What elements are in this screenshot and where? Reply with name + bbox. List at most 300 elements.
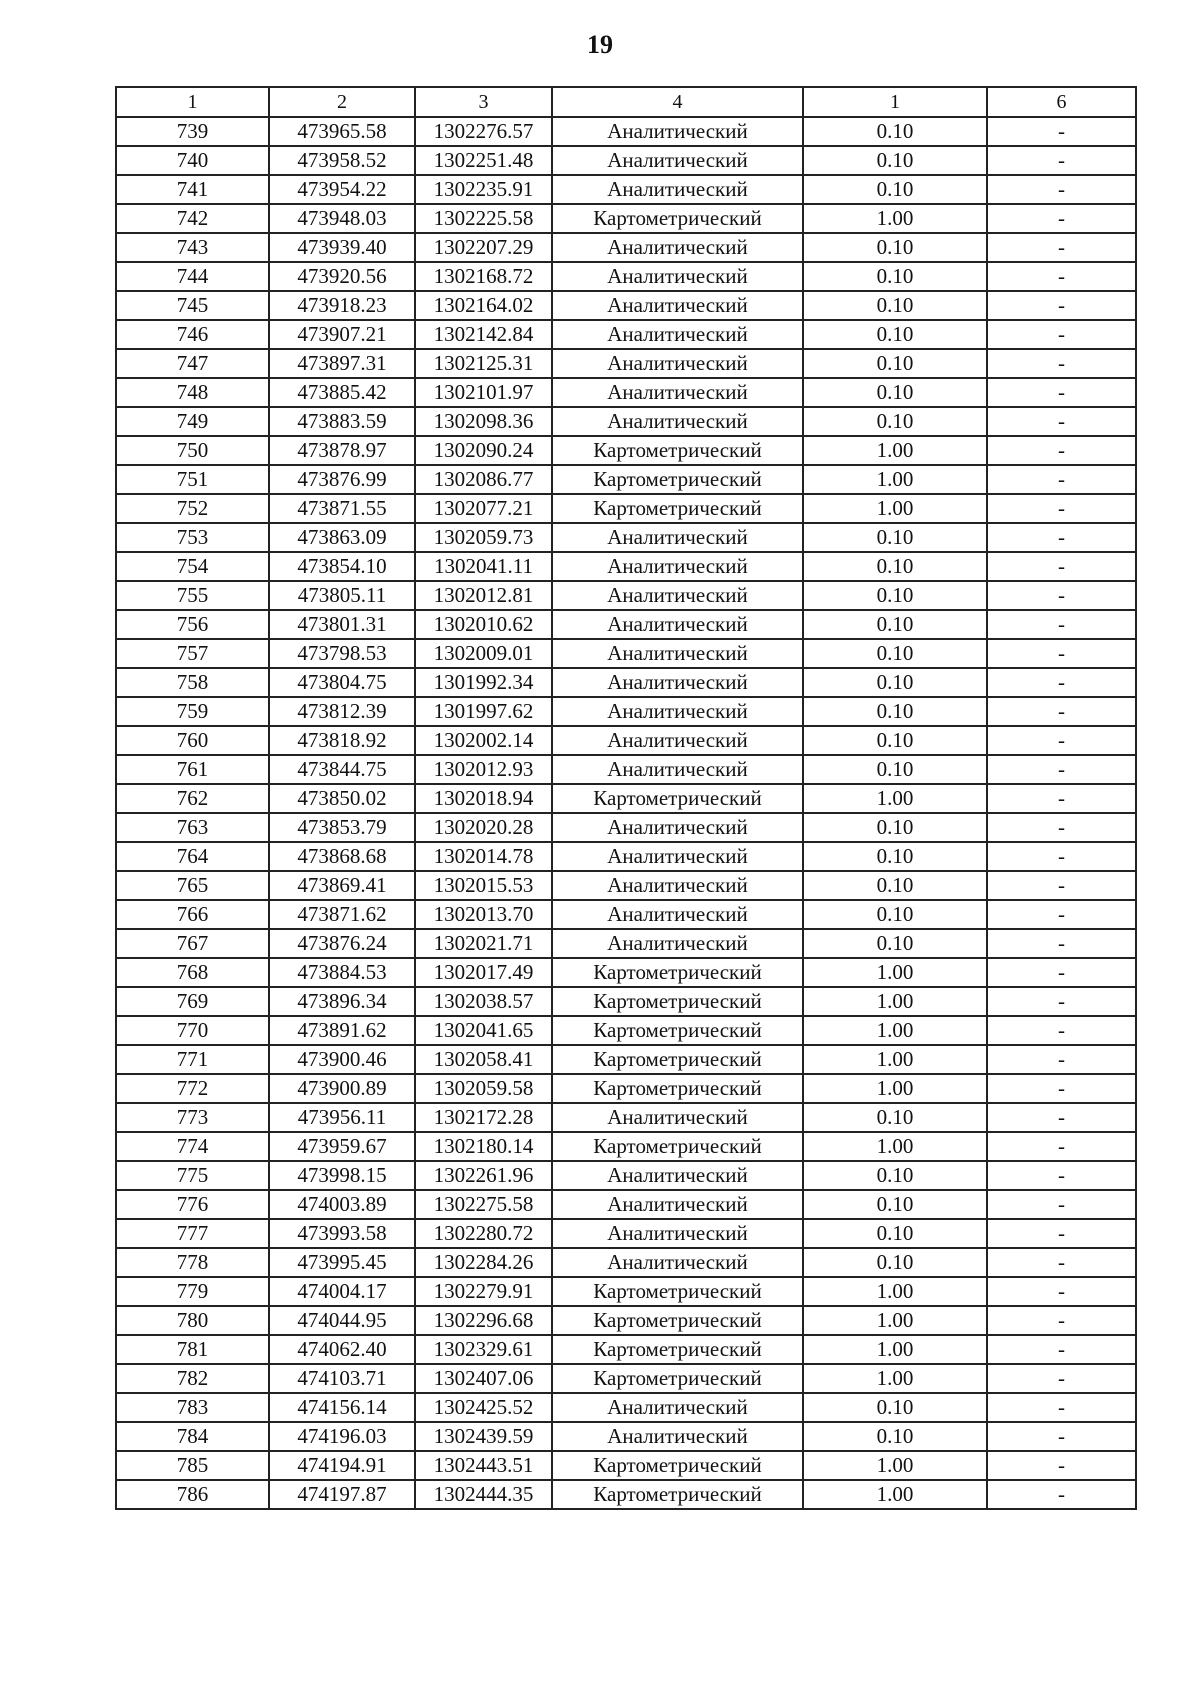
x-coordinate-cell: 473907.21 (269, 320, 415, 349)
point-number-cell: 759 (116, 697, 269, 726)
point-number-cell: 754 (116, 552, 269, 581)
x-coordinate-cell: 474197.87 (269, 1480, 415, 1509)
accuracy-cell: 1.00 (803, 1451, 987, 1480)
table-row (116, 494, 1136, 523)
x-coordinate-cell: 473883.59 (269, 407, 415, 436)
description-cell: - (987, 1480, 1136, 1509)
y-coordinate-cell: 1302090.24 (415, 436, 552, 465)
point-number-cell: 775 (116, 1161, 269, 1190)
accuracy-cell: 0.10 (803, 407, 987, 436)
accuracy-cell: 0.10 (803, 581, 987, 610)
point-number-cell: 763 (116, 813, 269, 842)
x-coordinate-cell: 473804.75 (269, 668, 415, 697)
x-coordinate-cell: 473993.58 (269, 1219, 415, 1248)
description-cell: - (987, 813, 1136, 842)
method-cell: Картометрический (552, 1480, 803, 1509)
table-row (116, 1335, 1136, 1364)
y-coordinate-cell: 1302180.14 (415, 1132, 552, 1161)
point-number-cell: 757 (116, 639, 269, 668)
description-cell: - (987, 1074, 1136, 1103)
method-cell: Картометрический (552, 204, 803, 233)
x-coordinate-cell: 473884.53 (269, 958, 415, 987)
table-row (116, 1132, 1136, 1161)
method-cell: Картометрический (552, 494, 803, 523)
method-cell: Картометрический (552, 1364, 803, 1393)
table-row (116, 523, 1136, 552)
method-cell: Аналитический (552, 1393, 803, 1422)
description-cell: - (987, 755, 1136, 784)
x-coordinate-cell: 474004.17 (269, 1277, 415, 1306)
method-cell: Аналитический (552, 1161, 803, 1190)
method-cell: Аналитический (552, 146, 803, 175)
method-cell: Аналитический (552, 1219, 803, 1248)
x-coordinate-cell: 473812.39 (269, 697, 415, 726)
y-coordinate-cell: 1302101.97 (415, 378, 552, 407)
header-cell-col5: 1 (803, 87, 987, 117)
accuracy-cell: 0.10 (803, 291, 987, 320)
accuracy-cell: 1.00 (803, 1016, 987, 1045)
table-row (116, 1016, 1136, 1045)
x-coordinate-cell: 473900.46 (269, 1045, 415, 1074)
point-number-cell: 748 (116, 378, 269, 407)
table-row (116, 1306, 1136, 1335)
accuracy-cell: 0.10 (803, 523, 987, 552)
method-cell: Аналитический (552, 929, 803, 958)
x-coordinate-cell: 473801.31 (269, 610, 415, 639)
accuracy-cell: 0.10 (803, 900, 987, 929)
description-cell: - (987, 465, 1136, 494)
y-coordinate-cell: 1302018.94 (415, 784, 552, 813)
accuracy-cell: 1.00 (803, 1132, 987, 1161)
description-cell: - (987, 378, 1136, 407)
x-coordinate-cell: 473863.09 (269, 523, 415, 552)
x-coordinate-cell: 473995.45 (269, 1248, 415, 1277)
method-cell: Аналитический (552, 552, 803, 581)
method-cell: Картометрический (552, 784, 803, 813)
y-coordinate-cell: 1301992.34 (415, 668, 552, 697)
x-coordinate-cell: 473956.11 (269, 1103, 415, 1132)
table-row (116, 1393, 1136, 1422)
method-cell: Аналитический (552, 581, 803, 610)
accuracy-cell: 0.10 (803, 1393, 987, 1422)
method-cell: Аналитический (552, 233, 803, 262)
accuracy-cell: 0.10 (803, 755, 987, 784)
table-row (116, 552, 1136, 581)
method-cell: Картометрический (552, 436, 803, 465)
description-cell: - (987, 1045, 1136, 1074)
table-row (116, 1277, 1136, 1306)
x-coordinate-cell: 473850.02 (269, 784, 415, 813)
x-coordinate-cell: 473900.89 (269, 1074, 415, 1103)
point-number-cell: 781 (116, 1335, 269, 1364)
x-coordinate-cell: 473920.56 (269, 262, 415, 291)
x-coordinate-cell: 474044.95 (269, 1306, 415, 1335)
x-coordinate-cell: 473868.68 (269, 842, 415, 871)
point-number-cell: 755 (116, 581, 269, 610)
y-coordinate-cell: 1302038.57 (415, 987, 552, 1016)
table-row (116, 233, 1136, 262)
x-coordinate-cell: 473818.92 (269, 726, 415, 755)
accuracy-cell: 0.10 (803, 1422, 987, 1451)
description-cell: - (987, 842, 1136, 871)
point-number-cell: 771 (116, 1045, 269, 1074)
point-number-cell: 779 (116, 1277, 269, 1306)
accuracy-cell: 1.00 (803, 784, 987, 813)
x-coordinate-cell: 473897.31 (269, 349, 415, 378)
y-coordinate-cell: 1301997.62 (415, 697, 552, 726)
y-coordinate-cell: 1302014.78 (415, 842, 552, 871)
description-cell: - (987, 1393, 1136, 1422)
point-number-cell: 753 (116, 523, 269, 552)
y-coordinate-cell: 1302142.84 (415, 320, 552, 349)
y-coordinate-cell: 1302013.70 (415, 900, 552, 929)
method-cell: Аналитический (552, 871, 803, 900)
point-number-cell: 773 (116, 1103, 269, 1132)
table-row (116, 1364, 1136, 1393)
method-cell: Картометрический (552, 958, 803, 987)
table-row (116, 1248, 1136, 1277)
x-coordinate-cell: 473965.58 (269, 117, 415, 146)
point-number-cell: 782 (116, 1364, 269, 1393)
point-number-cell: 768 (116, 958, 269, 987)
table-row (116, 842, 1136, 871)
accuracy-cell: 1.00 (803, 1306, 987, 1335)
table-row (116, 871, 1136, 900)
description-cell: - (987, 1277, 1136, 1306)
y-coordinate-cell: 1302125.31 (415, 349, 552, 378)
y-coordinate-cell: 1302021.71 (415, 929, 552, 958)
method-cell: Картометрический (552, 1451, 803, 1480)
description-cell: - (987, 320, 1136, 349)
accuracy-cell: 0.10 (803, 233, 987, 262)
point-number-cell: 762 (116, 784, 269, 813)
x-coordinate-cell: 473876.99 (269, 465, 415, 494)
y-coordinate-cell: 1302009.01 (415, 639, 552, 668)
table-row (116, 262, 1136, 291)
accuracy-cell: 0.10 (803, 552, 987, 581)
accuracy-cell: 1.00 (803, 436, 987, 465)
method-cell: Картометрический (552, 1132, 803, 1161)
table-row (116, 784, 1136, 813)
method-cell: Картометрический (552, 987, 803, 1016)
method-cell: Аналитический (552, 378, 803, 407)
y-coordinate-cell: 1302077.21 (415, 494, 552, 523)
table-row (116, 697, 1136, 726)
method-cell: Аналитический (552, 175, 803, 204)
x-coordinate-cell: 473878.97 (269, 436, 415, 465)
y-coordinate-cell: 1302017.49 (415, 958, 552, 987)
method-cell: Аналитический (552, 291, 803, 320)
y-coordinate-cell: 1302041.11 (415, 552, 552, 581)
accuracy-cell: 0.10 (803, 175, 987, 204)
method-cell: Картометрический (552, 1306, 803, 1335)
accuracy-cell: 0.10 (803, 378, 987, 407)
y-coordinate-cell: 1302235.91 (415, 175, 552, 204)
table-body (116, 117, 1136, 1509)
y-coordinate-cell: 1302329.61 (415, 1335, 552, 1364)
x-coordinate-cell: 474062.40 (269, 1335, 415, 1364)
point-number-cell: 741 (116, 175, 269, 204)
accuracy-cell: 0.10 (803, 1103, 987, 1132)
accuracy-cell: 0.10 (803, 146, 987, 175)
x-coordinate-cell: 473918.23 (269, 291, 415, 320)
method-cell: Аналитический (552, 842, 803, 871)
y-coordinate-cell: 1302439.59 (415, 1422, 552, 1451)
point-number-cell: 772 (116, 1074, 269, 1103)
description-cell: - (987, 958, 1136, 987)
header-cell-col2: 2 (269, 87, 415, 117)
description-cell: - (987, 175, 1136, 204)
x-coordinate-cell: 473869.41 (269, 871, 415, 900)
description-cell: - (987, 291, 1136, 320)
point-number-cell: 751 (116, 465, 269, 494)
accuracy-cell: 1.00 (803, 465, 987, 494)
accuracy-cell: 0.10 (803, 117, 987, 146)
table-row (116, 1045, 1136, 1074)
y-coordinate-cell: 1302407.06 (415, 1364, 552, 1393)
x-coordinate-cell: 474194.91 (269, 1451, 415, 1480)
point-number-cell: 777 (116, 1219, 269, 1248)
table-row (116, 349, 1136, 378)
table-row (116, 1190, 1136, 1219)
method-cell: Картометрический (552, 1016, 803, 1045)
x-coordinate-cell: 473885.42 (269, 378, 415, 407)
description-cell: - (987, 1016, 1136, 1045)
point-number-cell: 770 (116, 1016, 269, 1045)
x-coordinate-cell: 473896.34 (269, 987, 415, 1016)
y-coordinate-cell: 1302012.81 (415, 581, 552, 610)
point-number-cell: 776 (116, 1190, 269, 1219)
table-row (116, 813, 1136, 842)
description-cell: - (987, 726, 1136, 755)
header-row (116, 87, 1136, 117)
accuracy-cell: 0.10 (803, 639, 987, 668)
y-coordinate-cell: 1302279.91 (415, 1277, 552, 1306)
method-cell: Аналитический (552, 407, 803, 436)
table-row (116, 378, 1136, 407)
table-row (116, 291, 1136, 320)
accuracy-cell: 0.10 (803, 262, 987, 291)
accuracy-cell: 1.00 (803, 987, 987, 1016)
method-cell: Картометрический (552, 1074, 803, 1103)
method-cell: Аналитический (552, 813, 803, 842)
x-coordinate-cell: 474003.89 (269, 1190, 415, 1219)
point-number-cell: 758 (116, 668, 269, 697)
page-number: 19 (587, 30, 613, 59)
table-row (116, 175, 1136, 204)
x-coordinate-cell: 473876.24 (269, 929, 415, 958)
point-number-cell: 749 (116, 407, 269, 436)
description-cell: - (987, 436, 1136, 465)
x-coordinate-cell: 473891.62 (269, 1016, 415, 1045)
method-cell: Аналитический (552, 755, 803, 784)
table-row (116, 929, 1136, 958)
method-cell: Картометрический (552, 1045, 803, 1074)
accuracy-cell: 0.10 (803, 1248, 987, 1277)
description-cell: - (987, 871, 1136, 900)
y-coordinate-cell: 1302284.26 (415, 1248, 552, 1277)
x-coordinate-cell: 474103.71 (269, 1364, 415, 1393)
point-number-cell: 746 (116, 320, 269, 349)
table-row (116, 987, 1136, 1016)
x-coordinate-cell: 473939.40 (269, 233, 415, 262)
y-coordinate-cell: 1302168.72 (415, 262, 552, 291)
x-coordinate-cell: 473954.22 (269, 175, 415, 204)
point-number-cell: 756 (116, 610, 269, 639)
table-row (116, 755, 1136, 784)
y-coordinate-cell: 1302086.77 (415, 465, 552, 494)
y-coordinate-cell: 1302296.68 (415, 1306, 552, 1335)
header-cell-col3: 3 (415, 87, 552, 117)
x-coordinate-cell: 474196.03 (269, 1422, 415, 1451)
x-coordinate-cell: 473805.11 (269, 581, 415, 610)
header-cell-col6: 6 (987, 87, 1136, 117)
point-number-cell: 740 (116, 146, 269, 175)
table-row (116, 407, 1136, 436)
y-coordinate-cell: 1302444.35 (415, 1480, 552, 1509)
accuracy-cell: 0.10 (803, 813, 987, 842)
point-number-cell: 747 (116, 349, 269, 378)
table-row (116, 1219, 1136, 1248)
accuracy-cell: 1.00 (803, 1277, 987, 1306)
accuracy-cell: 0.10 (803, 349, 987, 378)
y-coordinate-cell: 1302276.57 (415, 117, 552, 146)
y-coordinate-cell: 1302012.93 (415, 755, 552, 784)
x-coordinate-cell: 473871.62 (269, 900, 415, 929)
table-row (116, 1161, 1136, 1190)
accuracy-cell: 1.00 (803, 494, 987, 523)
accuracy-cell: 0.10 (803, 1161, 987, 1190)
description-cell: - (987, 610, 1136, 639)
point-number-cell: 764 (116, 842, 269, 871)
description-cell: - (987, 900, 1136, 929)
accuracy-cell: 1.00 (803, 204, 987, 233)
description-cell: - (987, 668, 1136, 697)
point-number-cell: 752 (116, 494, 269, 523)
accuracy-cell: 0.10 (803, 871, 987, 900)
description-cell: - (987, 407, 1136, 436)
description-cell: - (987, 929, 1136, 958)
method-cell: Аналитический (552, 262, 803, 291)
x-coordinate-cell: 474156.14 (269, 1393, 415, 1422)
table-row (116, 436, 1136, 465)
description-cell: - (987, 784, 1136, 813)
description-cell: - (987, 262, 1136, 291)
point-number-cell: 750 (116, 436, 269, 465)
method-cell: Аналитический (552, 320, 803, 349)
description-cell: - (987, 523, 1136, 552)
x-coordinate-cell: 473871.55 (269, 494, 415, 523)
y-coordinate-cell: 1302010.62 (415, 610, 552, 639)
description-cell: - (987, 1103, 1136, 1132)
accuracy-cell: 0.10 (803, 726, 987, 755)
method-cell: Аналитический (552, 639, 803, 668)
point-number-cell: 744 (116, 262, 269, 291)
accuracy-cell: 0.10 (803, 610, 987, 639)
table-row (116, 610, 1136, 639)
description-cell: - (987, 146, 1136, 175)
method-cell: Аналитический (552, 349, 803, 378)
y-coordinate-cell: 1302058.41 (415, 1045, 552, 1074)
point-number-cell: 769 (116, 987, 269, 1016)
coordinates-table (115, 86, 1137, 1510)
method-cell: Картометрический (552, 1277, 803, 1306)
point-number-cell: 739 (116, 117, 269, 146)
y-coordinate-cell: 1302172.28 (415, 1103, 552, 1132)
table-row (116, 117, 1136, 146)
y-coordinate-cell: 1302002.14 (415, 726, 552, 755)
x-coordinate-cell: 473853.79 (269, 813, 415, 842)
accuracy-cell: 0.10 (803, 320, 987, 349)
table-row (116, 1451, 1136, 1480)
x-coordinate-cell: 473798.53 (269, 639, 415, 668)
method-cell: Аналитический (552, 1190, 803, 1219)
point-number-cell: 778 (116, 1248, 269, 1277)
description-cell: - (987, 1422, 1136, 1451)
description-cell: - (987, 697, 1136, 726)
description-cell: - (987, 1132, 1136, 1161)
description-cell: - (987, 1190, 1136, 1219)
table-header (116, 87, 1136, 117)
accuracy-cell: 1.00 (803, 1364, 987, 1393)
table-row (116, 726, 1136, 755)
description-cell: - (987, 117, 1136, 146)
description-cell: - (987, 639, 1136, 668)
table-row (116, 146, 1136, 175)
y-coordinate-cell: 1302443.51 (415, 1451, 552, 1480)
accuracy-cell: 1.00 (803, 1074, 987, 1103)
point-number-cell: 760 (116, 726, 269, 755)
y-coordinate-cell: 1302059.73 (415, 523, 552, 552)
table-row (116, 581, 1136, 610)
point-number-cell: 784 (116, 1422, 269, 1451)
table-row (116, 639, 1136, 668)
point-number-cell: 761 (116, 755, 269, 784)
y-coordinate-cell: 1302275.58 (415, 1190, 552, 1219)
y-coordinate-cell: 1302098.36 (415, 407, 552, 436)
table-row (116, 668, 1136, 697)
x-coordinate-cell: 473959.67 (269, 1132, 415, 1161)
method-cell: Аналитический (552, 668, 803, 697)
description-cell: - (987, 1219, 1136, 1248)
description-cell: - (987, 987, 1136, 1016)
description-cell: - (987, 204, 1136, 233)
accuracy-cell: 1.00 (803, 1045, 987, 1074)
accuracy-cell: 0.10 (803, 1219, 987, 1248)
table-row (116, 900, 1136, 929)
y-coordinate-cell: 1302015.53 (415, 871, 552, 900)
point-number-cell: 767 (116, 929, 269, 958)
description-cell: - (987, 1451, 1136, 1480)
accuracy-cell: 0.10 (803, 668, 987, 697)
point-number-cell: 786 (116, 1480, 269, 1509)
accuracy-cell: 1.00 (803, 958, 987, 987)
table-row (116, 1480, 1136, 1509)
table-row (116, 1074, 1136, 1103)
table-row (116, 1103, 1136, 1132)
x-coordinate-cell: 473958.52 (269, 146, 415, 175)
point-number-cell: 743 (116, 233, 269, 262)
point-number-cell: 765 (116, 871, 269, 900)
accuracy-cell: 1.00 (803, 1335, 987, 1364)
y-coordinate-cell: 1302251.48 (415, 146, 552, 175)
method-cell: Аналитический (552, 726, 803, 755)
description-cell: - (987, 1335, 1136, 1364)
point-number-cell: 780 (116, 1306, 269, 1335)
table-row (116, 1422, 1136, 1451)
point-number-cell: 785 (116, 1451, 269, 1480)
x-coordinate-cell: 473948.03 (269, 204, 415, 233)
